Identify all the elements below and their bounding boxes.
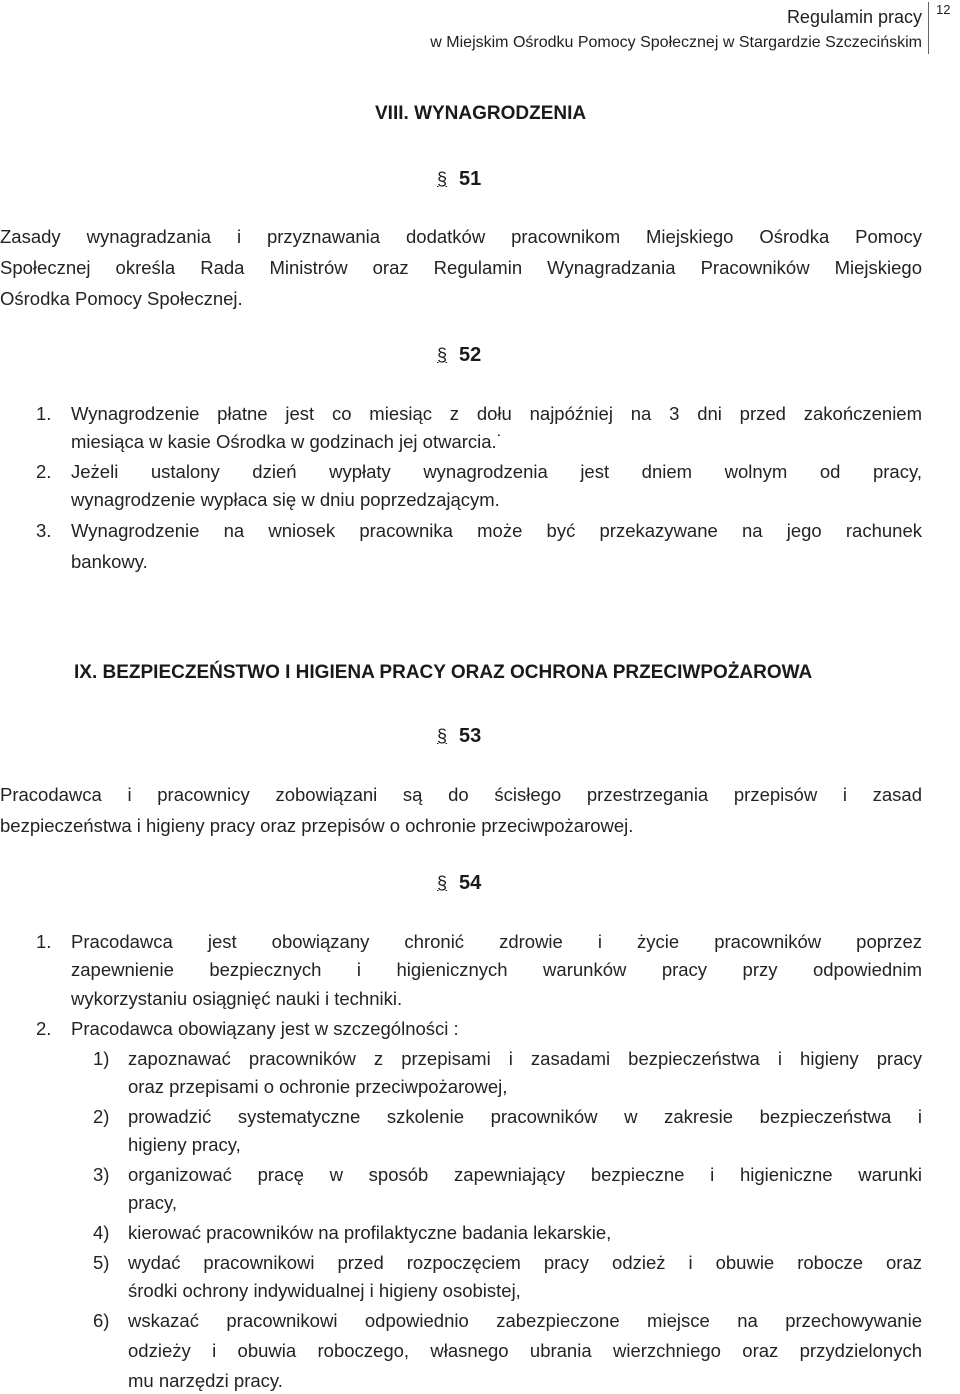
s52-item-2-marker: 2.	[36, 461, 52, 482]
s52-item-2-line-2: wynagrodzenie wypłaca się w dniu poprzedzającym.	[71, 489, 500, 510]
section-53-heading	[437, 723, 481, 749]
s54-subitem-5-marker: 5)	[93, 1252, 110, 1273]
s54-subitem-2-line-2: higieny pracy,	[128, 1134, 241, 1155]
section-number: 53	[459, 725, 482, 747]
s54-subitem-1-marker: 1)	[93, 1048, 110, 1069]
s54-subitem-6-line-1: wskazać pracownikowi odpowiednio zabezpieczone miejsce na przechowywanie	[128, 1310, 922, 1331]
chapter-heading-ix: IX. BEZPIECZEŃSTWO I HIGIENA PRACY ORAZ OCHRONA PRZECIWPOŻAROWA	[74, 662, 813, 683]
s52-item-2-line-1: Jeżeli ustalony dzień wypłaty wynagrodzenia jest dniem wolnym od pracy,	[71, 461, 922, 482]
s52-item-3-line-1: Wynagrodzenie na wniosek pracownika może być przekazywane na jego rachunek	[71, 520, 922, 541]
section-symbol: §	[437, 726, 448, 746]
s54-subitem-6-marker: 6)	[93, 1310, 110, 1331]
s54-item-2-line-1: Pracodawca obowiązany jest w szczególności :	[71, 1018, 459, 1039]
s51-line-3: Ośrodka Pomocy Społecznej.	[0, 288, 243, 309]
s54-subitem-2-line-1: prowadzić systematyczne szkolenie pracowników w zakresie bezpieczeństwa i	[128, 1106, 922, 1127]
s54-subitem-6-line-2: odzieży i obuwia roboczego, własnego ubrania wierzchniego oraz przydzielonych	[128, 1340, 922, 1361]
section-symbol: §	[437, 169, 448, 189]
page-number: 12	[936, 2, 951, 17]
s53-line-1: Pracodawca i pracownicy zobowiązani są do ścisłego przestrzegania przepisów i zasad	[0, 784, 922, 805]
s52-item-3-line-2: bankowy.	[71, 551, 148, 572]
s54-subitem-3-line-1: organizować pracę w sposób zapewniający bezpieczne i higieniczne warunki	[128, 1164, 922, 1185]
s54-item-1-marker: 1.	[36, 931, 52, 952]
s54-subitem-3-line-2: pracy,	[128, 1192, 178, 1213]
header-title: Regulamin pracy	[786, 7, 922, 27]
s52-item-1-line-1: Wynagrodzenie płatne jest co miesiąc z dołu najpóźniej na 3 dni przed zakończeniem	[71, 403, 922, 424]
section-number: 52	[459, 344, 482, 366]
section-52-heading	[437, 342, 481, 368]
s52-item-1-line-2: miesiąca w kasie Ośrodka w godzinach jej otwarcia.˙	[71, 431, 503, 452]
s54-subitem-1-line-1: zapoznawać pracowników z przepisami i zasadami bezpieczeństwa i higieny pracy	[128, 1048, 922, 1069]
section-54-heading	[437, 870, 481, 896]
s54-subitem-1-line-2: oraz przepisami o ochronie przeciwpożarowej,	[128, 1076, 508, 1097]
s52-item-1-marker: 1.	[36, 403, 52, 424]
s54-item-2-marker: 2.	[36, 1018, 52, 1039]
s54-item-1-line-2: zapewnienie bezpiecznych i higienicznych warunków pracy przy odpowiednim	[71, 959, 922, 980]
s54-item-1-line-3: wykorzystaniu osiągnięć nauki i techniki.	[71, 988, 403, 1009]
section-symbol: §	[437, 873, 448, 893]
section-symbol: §	[437, 345, 448, 365]
s54-subitem-5-line-1: wydać pracownikowi przed rozpoczęciem pracy odzież i obuwie robocze oraz	[128, 1252, 922, 1273]
s54-subitem-4-marker: 4)	[93, 1222, 110, 1243]
s53-line-2: bezpieczeństwa i higieny pracy oraz przepisów o ochronie przeciwpożarowej.	[0, 815, 634, 836]
s54-subitem-5-line-2: środki ochrony indywidualnej i higieny osobistej,	[128, 1280, 521, 1301]
s51-line-1: Zasady wynagradzania i przyznawania dodatków pracownikom Miejskiego Ośrodka Pomocy	[0, 226, 922, 247]
s51-line-2: Społecznej określa Rada Ministrów oraz Regulamin Wynagradzania Pracowników Miejskiego	[0, 257, 922, 278]
section-number: 54	[459, 872, 482, 894]
header-divider	[928, 2, 929, 54]
chapter-heading-viii: VIII. WYNAGRODZENIA	[375, 103, 587, 124]
section-number: 51	[459, 168, 482, 190]
s52-item-3-marker: 3.	[36, 520, 52, 541]
s54-item-1-line-1: Pracodawca jest obowiązany chronić zdrowie i życie pracowników poprzez	[71, 931, 922, 952]
section-51-heading	[437, 166, 481, 192]
s54-subitem-6-line-3: mu narzędzi pracy.	[128, 1370, 283, 1391]
s54-subitem-3-marker: 3)	[93, 1164, 110, 1185]
header-subtitle: w Miejskim Ośrodku Pomocy Społecznej w Stargardzie Szczecińskim	[430, 34, 922, 51]
s54-subitem-2-marker: 2)	[93, 1106, 110, 1127]
s54-subitem-4-line-1: kierować pracowników na profilaktyczne badania lekarskie,	[128, 1222, 612, 1243]
